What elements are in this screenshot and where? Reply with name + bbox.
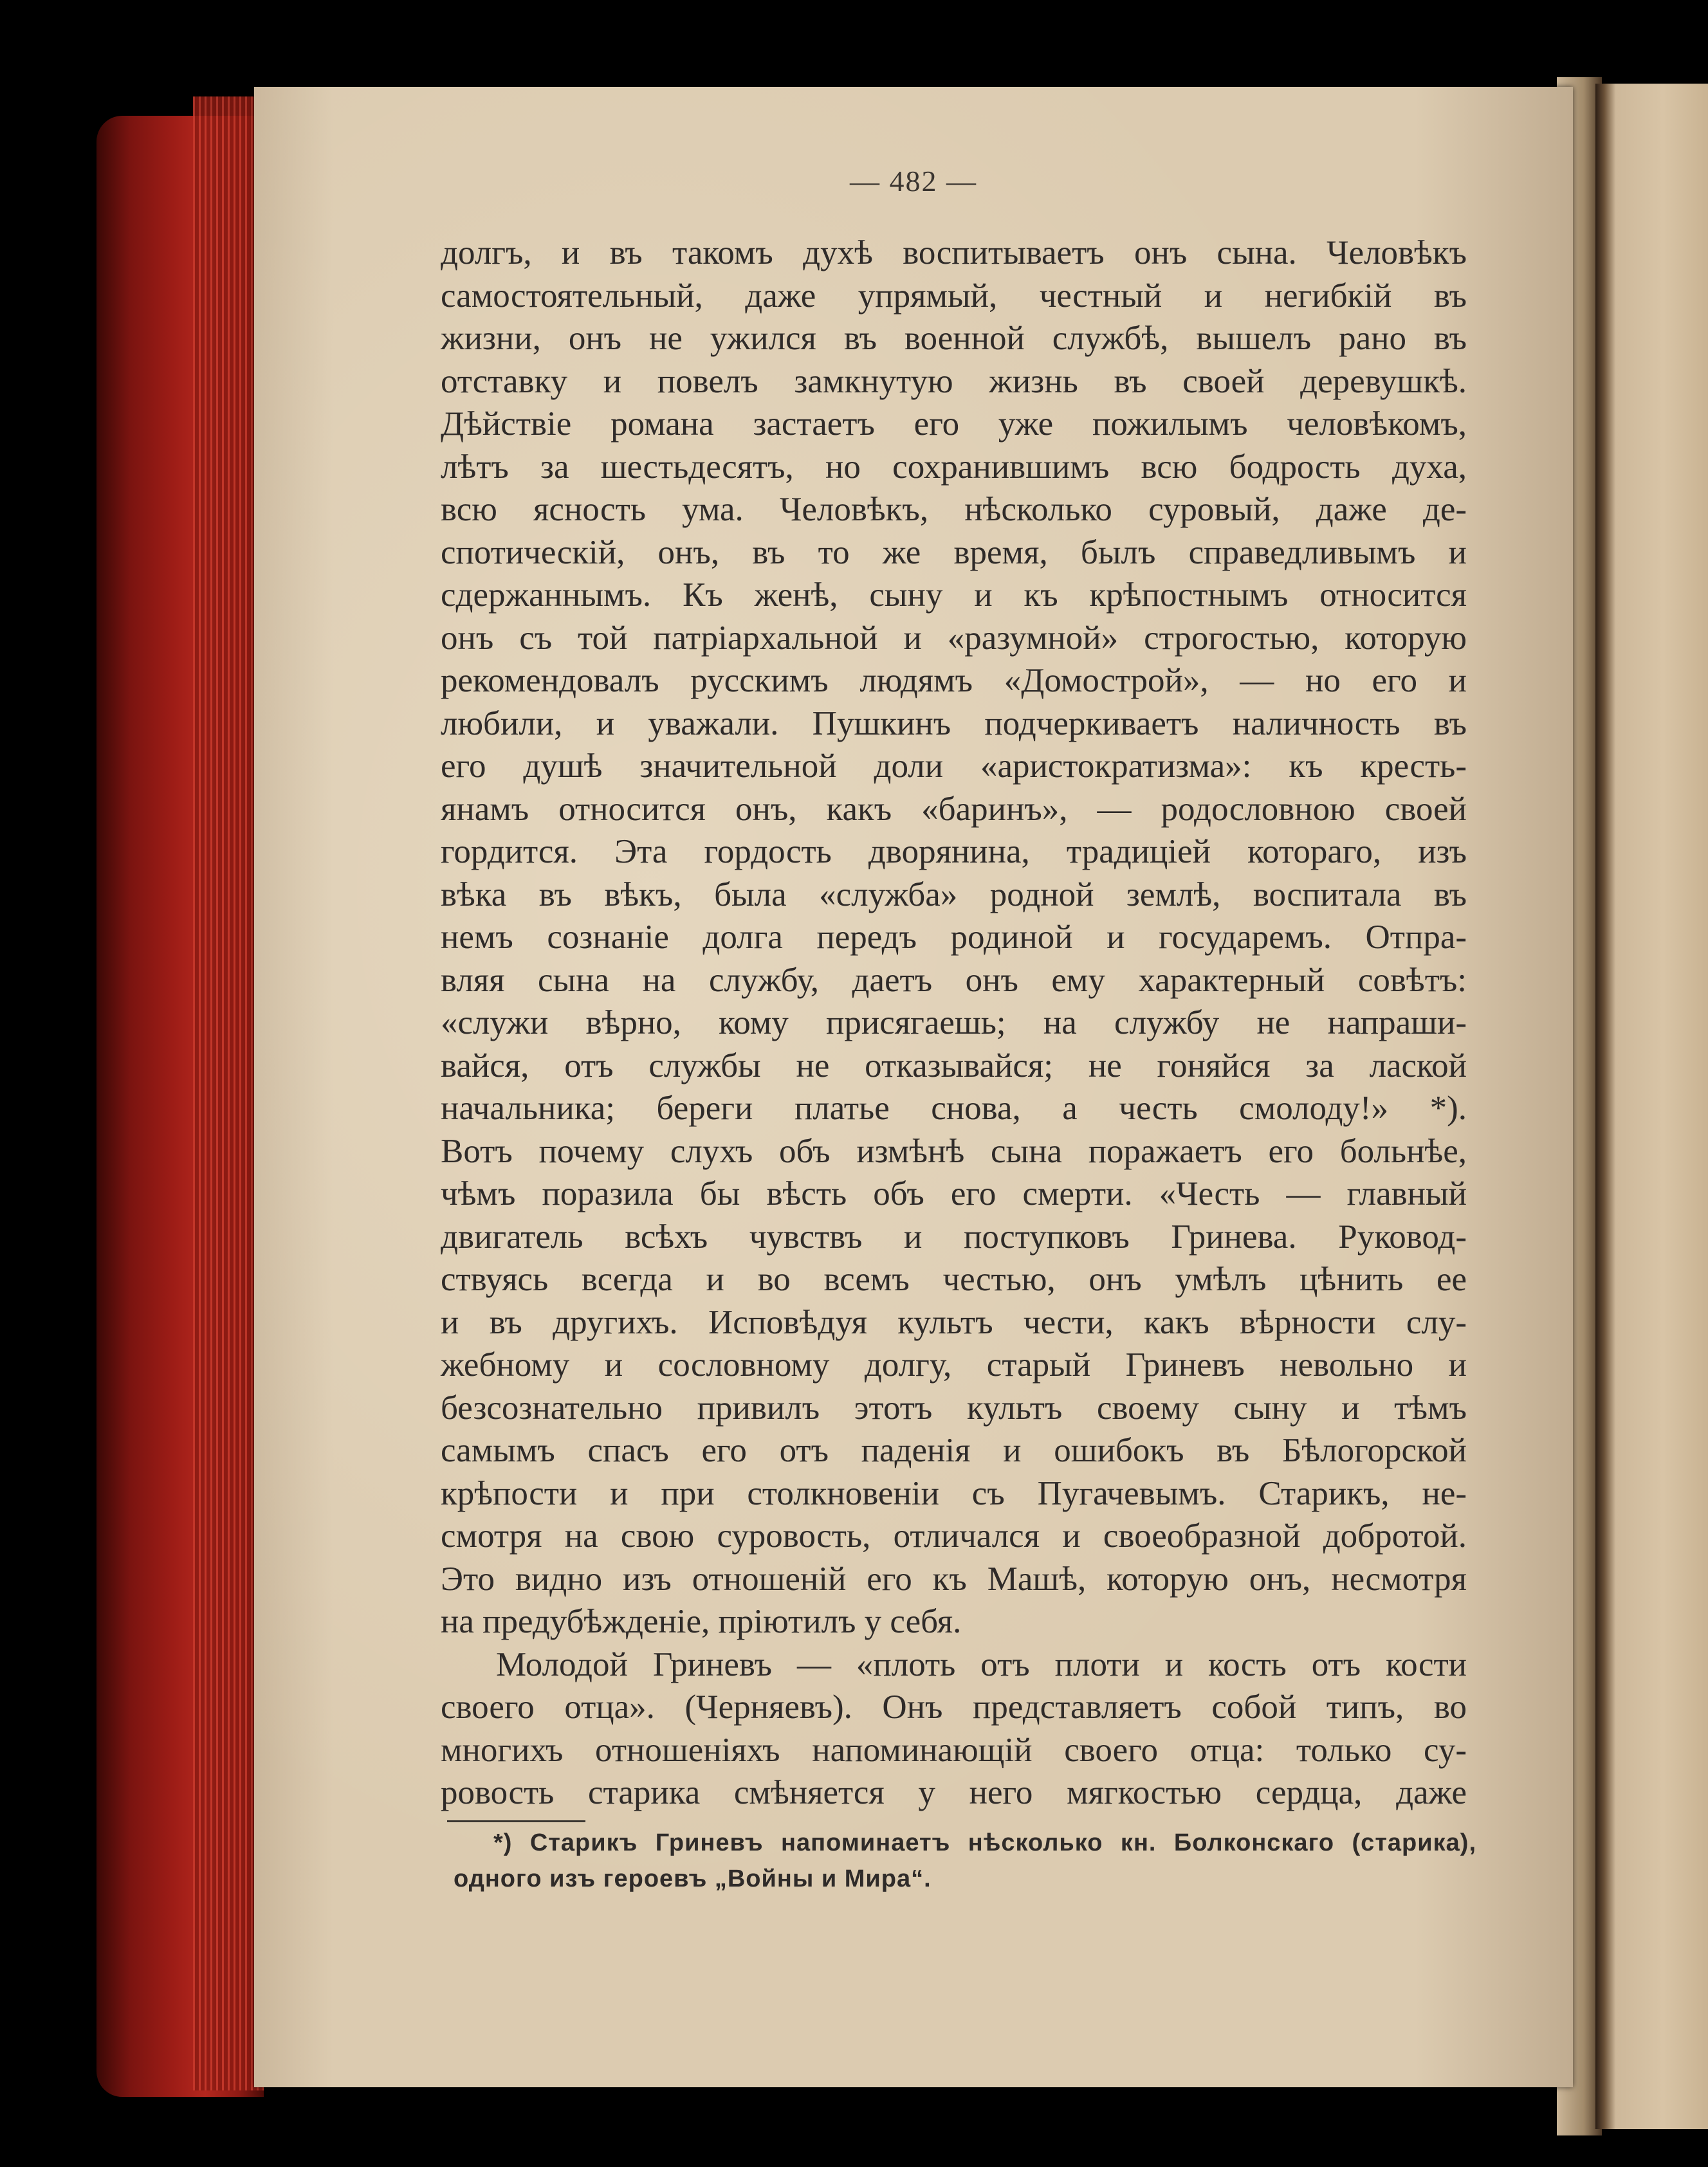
text-line: всю ясность ума. Человѣкъ, нѣсколько суровый, даже де- bbox=[441, 491, 1467, 528]
text-line: начальника; береги платье снова, а честь смолоду!» *). bbox=[441, 1090, 1467, 1127]
text-line: самостоятельный, даже упрямый, честный и негибкій въ bbox=[441, 277, 1467, 315]
text-line: янамъ относится онъ, какъ «баринъ», — родословною своей bbox=[441, 790, 1467, 828]
adjacent-page bbox=[1595, 84, 1708, 2129]
text-line: «служи вѣрно, кому присягаешь; на службу не напраши- bbox=[441, 1004, 1467, 1041]
footnote bbox=[454, 1825, 1476, 1897]
text-line: спотическій, онъ, въ то же время, былъ справедливымъ и bbox=[441, 533, 1467, 571]
footnote-line: одного изъ героевъ „Войны и Мира“. bbox=[454, 1865, 932, 1892]
text-line: крѣпости и при столкновеніи съ Пугачевымъ. Старикъ, не- bbox=[441, 1474, 1467, 1512]
page-number: — 482 — bbox=[850, 165, 977, 197]
text-line: двигатель всѣхъ чувствъ и поступковъ Гринева. Руковод- bbox=[441, 1218, 1467, 1256]
text-line: сдержаннымъ. Къ женѣ, сыну и къ крѣпостнымъ относится bbox=[441, 576, 1467, 614]
text-line: жебному и сословному долгу, старый Гриневъ невольно и bbox=[441, 1346, 1467, 1384]
text-line: Дѣйствіе романа застаетъ его уже пожилымъ человѣкомъ, bbox=[441, 405, 1467, 443]
footnote-line: *) Старикъ Гриневъ напоминаетъ нѣсколько кн. Болконскаго (старика), bbox=[493, 1829, 1476, 1856]
page-block-edge bbox=[193, 96, 264, 2090]
text-line: вляя сына на службу, даетъ онъ ему характерный совѣтъ: bbox=[441, 961, 1467, 999]
text-line: Вотъ почему слухъ объ измѣнѣ сына поражаетъ его больнѣе, bbox=[441, 1132, 1467, 1170]
text-line: своего отца». (Черняевъ). Онъ представляетъ собой типъ, во bbox=[441, 1688, 1467, 1726]
text-line: безсознательно привилъ этотъ культъ своему сыну и тѣмъ bbox=[441, 1389, 1467, 1427]
text-line: ствуясь всегда и во всемъ честью, онъ умѣлъ цѣнить ее bbox=[441, 1261, 1467, 1298]
text-line: гордится. Эта гордость дворянина, традиціей котораго, изъ bbox=[441, 833, 1467, 870]
text-line: самымъ спасъ его отъ паденія и ошибокъ въ Бѣлогорской bbox=[441, 1432, 1467, 1469]
text-line: рекомендовалъ русскимъ людямъ «Домострой», — но его и bbox=[441, 662, 1467, 699]
text-line: лѣтъ за шестьдесятъ, но сохранившимъ всю бодрость духа, bbox=[441, 448, 1467, 486]
footnote-divider bbox=[447, 1820, 585, 1822]
text-line: и въ другихъ. Исповѣдуя культъ чести, какъ вѣрности слу- bbox=[441, 1303, 1467, 1341]
text-line: на предубѣжденіе, пріютилъ у себя. bbox=[441, 1603, 962, 1640]
book-page bbox=[254, 87, 1573, 2087]
text-line: долгъ, и въ такомъ духѣ воспитываетъ онъ сына. Человѣкъ bbox=[441, 234, 1467, 271]
text-line: вайся, отъ службы не отказывайся; не гоняйся за лаской bbox=[441, 1047, 1467, 1084]
text-line: чѣмъ поразила бы вѣсть объ его смерти. «Честь — главный bbox=[441, 1175, 1467, 1212]
text-line: вѣка въ вѣкъ, была «служба» родной землѣ, воспитала въ bbox=[441, 875, 1467, 913]
text-line: онъ съ той патріархальной и «разумной» строгостью, которую bbox=[441, 619, 1467, 657]
text-line: жизни, онъ не ужился въ военной службѣ, вышелъ рано въ bbox=[441, 320, 1467, 357]
text-line: ровость старика смѣняется у него мягкостью сердца, даже bbox=[441, 1774, 1467, 1811]
text-line: смотря на свою суровость, отличался и своеобразной добротой. bbox=[441, 1517, 1467, 1555]
text-line: Это видно изъ отношеній его къ Машѣ, которую онъ, несмотря bbox=[441, 1560, 1467, 1598]
text-line: отставку и повелъ замкнутую жизнь въ своей деревушкѣ. bbox=[441, 362, 1467, 400]
text-line: немъ сознаніе долга передъ родиной и государемъ. Отпра- bbox=[441, 919, 1467, 956]
text-line: многихъ отношеніяхъ напоминающій своего отца: только су- bbox=[441, 1731, 1467, 1769]
body-text bbox=[441, 232, 1467, 1815]
paragraph-start-line: Молодой Гриневъ — «плоть отъ плоти и кость отъ кости bbox=[496, 1645, 1467, 1683]
text-line: любили, и уважали. Пушкинъ подчеркиваетъ наличность въ bbox=[441, 704, 1467, 742]
text-line: его душѣ значительной доли «аристократизма»: къ кресть- bbox=[441, 747, 1467, 785]
